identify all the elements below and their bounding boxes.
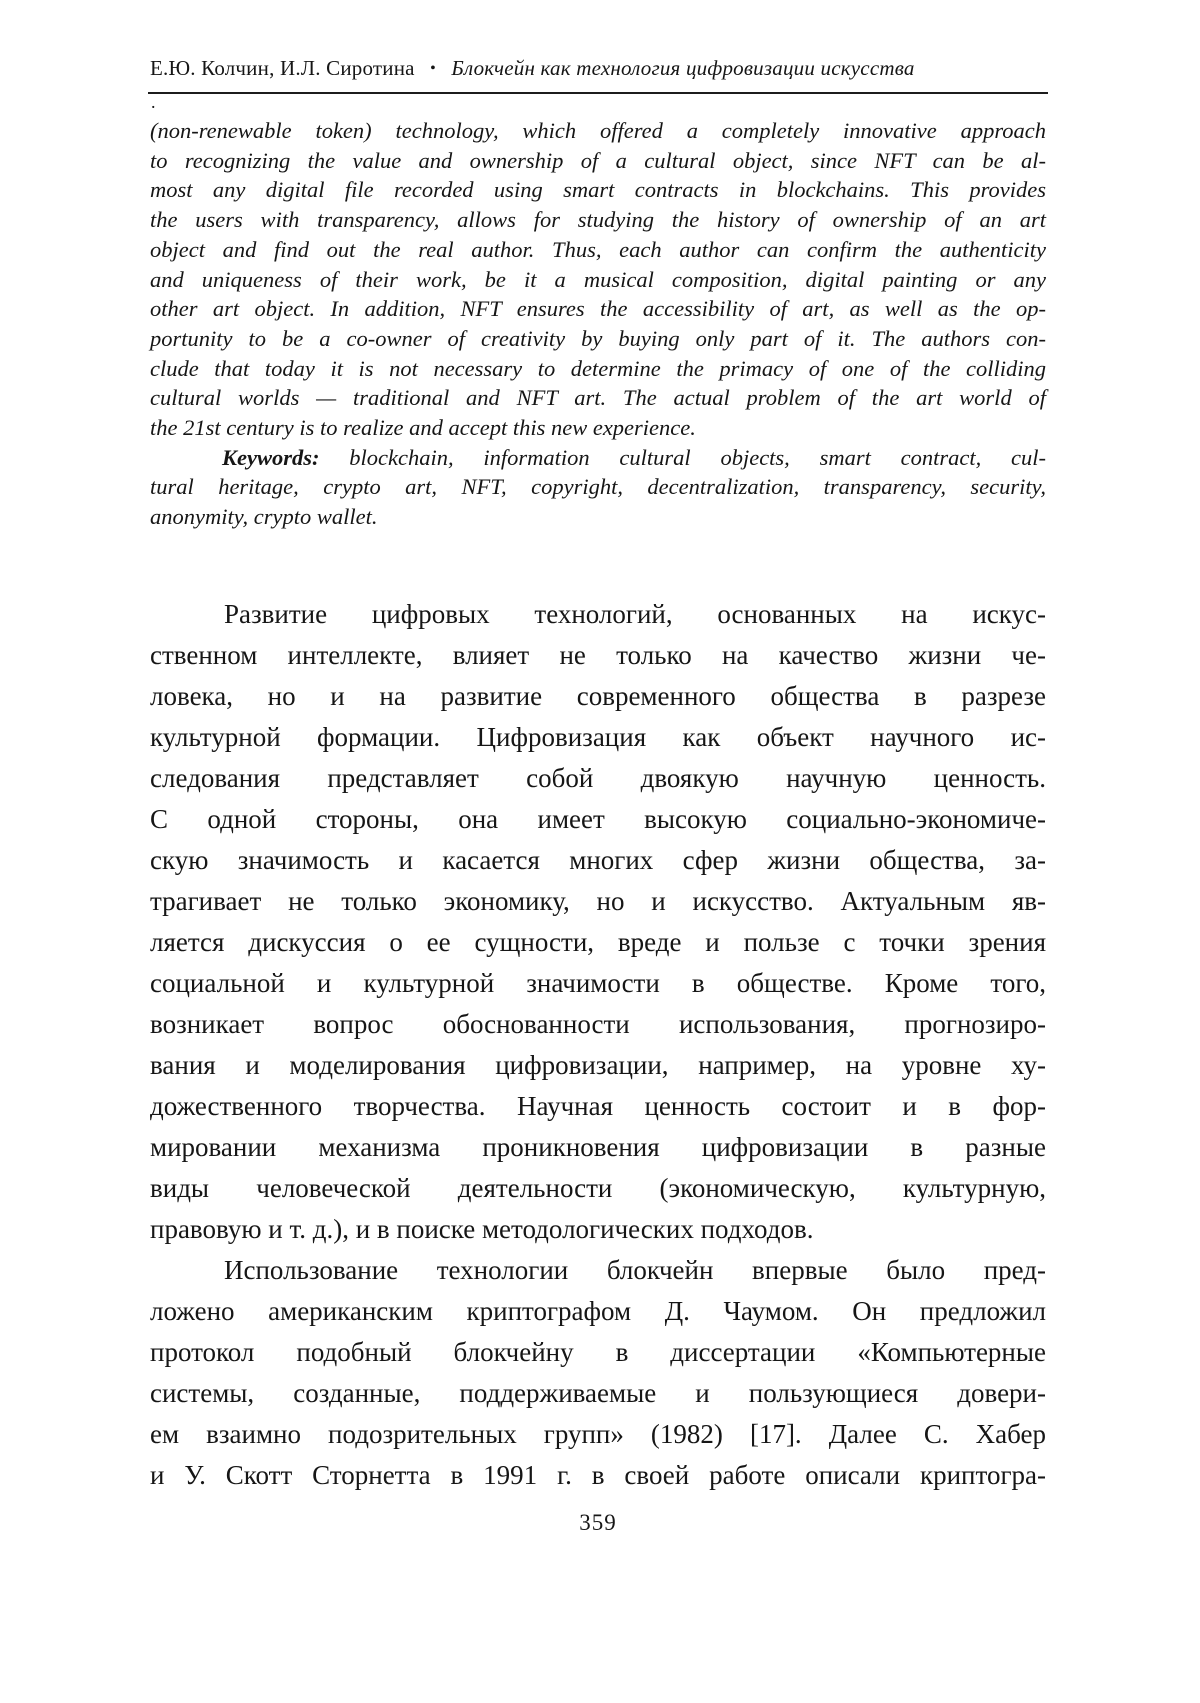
text-line: культурной формации. Цифровизация как объект научного ис- [150,721,1046,752]
stray-period-mark: . [151,92,156,112]
text-line: (non-renewable token) technology, which offered a completely innovative approach [150,118,1046,143]
text-line: вания и моделирования цифровизации, например, на уровне ху- [150,1049,1046,1080]
text-line: трагивает не только экономику, но и искусство. Актуальным яв- [150,885,1046,916]
text-line: anonymity, crypto wallet. [150,504,378,530]
keywords-first-line [150,443,1046,473]
text-line: социальной и культурной значимости в обществе. Кроме того, [150,967,1046,998]
paragraph [150,1250,1046,1496]
text-line: ственном интеллекте, влияет не только на качество жизни че- [150,639,1046,670]
text-line: скую значимость и касается многих сфер жизни общества, за- [150,844,1046,875]
text-line: and uniqueness of their work, be it a musical composition, digital painting or any [150,266,1046,292]
text-line: ем взаимно подозрительных групп» (1982) [17]. Далее С. Хабер [150,1418,1046,1449]
page-content [150,116,1046,1536]
text-line: возникает вопрос обоснованности использования, прогнозиро- [150,1008,1046,1039]
keywords-first-line-rest: blockchain, information cultural objects, smart contract, cul- [319,444,1046,470]
text-line: clude that today it is not necessary to determine the primacy of one of the colliding [150,355,1046,381]
header-authors: Е.Ю. Колчин, И.Л. Сиротина [150,56,415,80]
text-line: мировании механизма проникновения цифровизации в разные [150,1131,1046,1162]
text-line: следования представляет собой двоякую научную ценность. [150,762,1046,793]
text-line: дожественного творчества. Научная ценность состоит и в фор- [150,1090,1046,1121]
header-rule [148,92,1048,94]
text-line: Использование технологии блокчейн впервые было пред- [224,1254,1046,1285]
text-line: other art object. In addition, NFT ensures the accessibility of art, as well as the op- [150,296,1046,322]
keywords-label: Keywords: [222,444,320,470]
text-line: ложено американским криптографом Д. Чаумом. Он предложил [150,1295,1046,1326]
header-separator-bullet: • [430,60,436,77]
keywords-continuation-lines [150,472,1046,531]
text-line: С одной стороны, она имеет высокую социально-экономиче- [150,803,1046,834]
text-line: протокол подобный блокчейну в диссертации «Компьютерные [150,1336,1046,1367]
page-number: 359 [579,1509,617,1535]
text-line: правовую и т. д.), и в поиске методологических подходов. [150,1213,814,1244]
text-line: виды человеческой деятельности (экономическую, культурную, [150,1172,1046,1203]
text-line: the users with transparency, allows for studying the history of ownership of an art [150,207,1046,233]
paragraph [150,594,1046,1250]
header-article-title: Блокчейн как технология цифровизации искусства [451,56,915,80]
text-line: object and find out the real author. Thus, each author can confirm the authenticity [150,236,1046,262]
text-line: системы, созданные, поддерживаемые и пользующиеся довери- [150,1377,1046,1408]
text-line: to recognizing the value and ownership of a cultural object, since NFT can be al- [150,147,1046,173]
running-header [150,56,1050,81]
text-line: Развитие цифровых технологий, основанных на искус- [224,598,1046,629]
keywords-paragraph [150,443,1046,532]
text-line: portunity to be a co-owner of creativity by buying only part of it. The authors con- [150,325,1046,351]
text-line: the 21st century is to realize and accept this new experience. [150,415,696,441]
text-line: tural heritage, crypto art, NFT, copyright, decentralization, transparency, security, [150,474,1046,500]
text-line: ляется дискуссия о ее сущности, вреде и пользе с точки зрения [150,926,1046,957]
text-line: cultural worlds — traditional and NFT art. The actual problem of the art world of [150,385,1046,411]
abstract-paragraph [150,116,1046,443]
text-line: most any digital file recorded using smart contracts in blockchains. This provides [150,177,1046,203]
text-line: ловека, но и на развитие современного общества в разрезе [150,680,1046,711]
text-line: и У. Скотт Сторнетта в 1991 г. в своей работе описали криптогра- [150,1459,1046,1490]
body-text [150,594,1046,1496]
